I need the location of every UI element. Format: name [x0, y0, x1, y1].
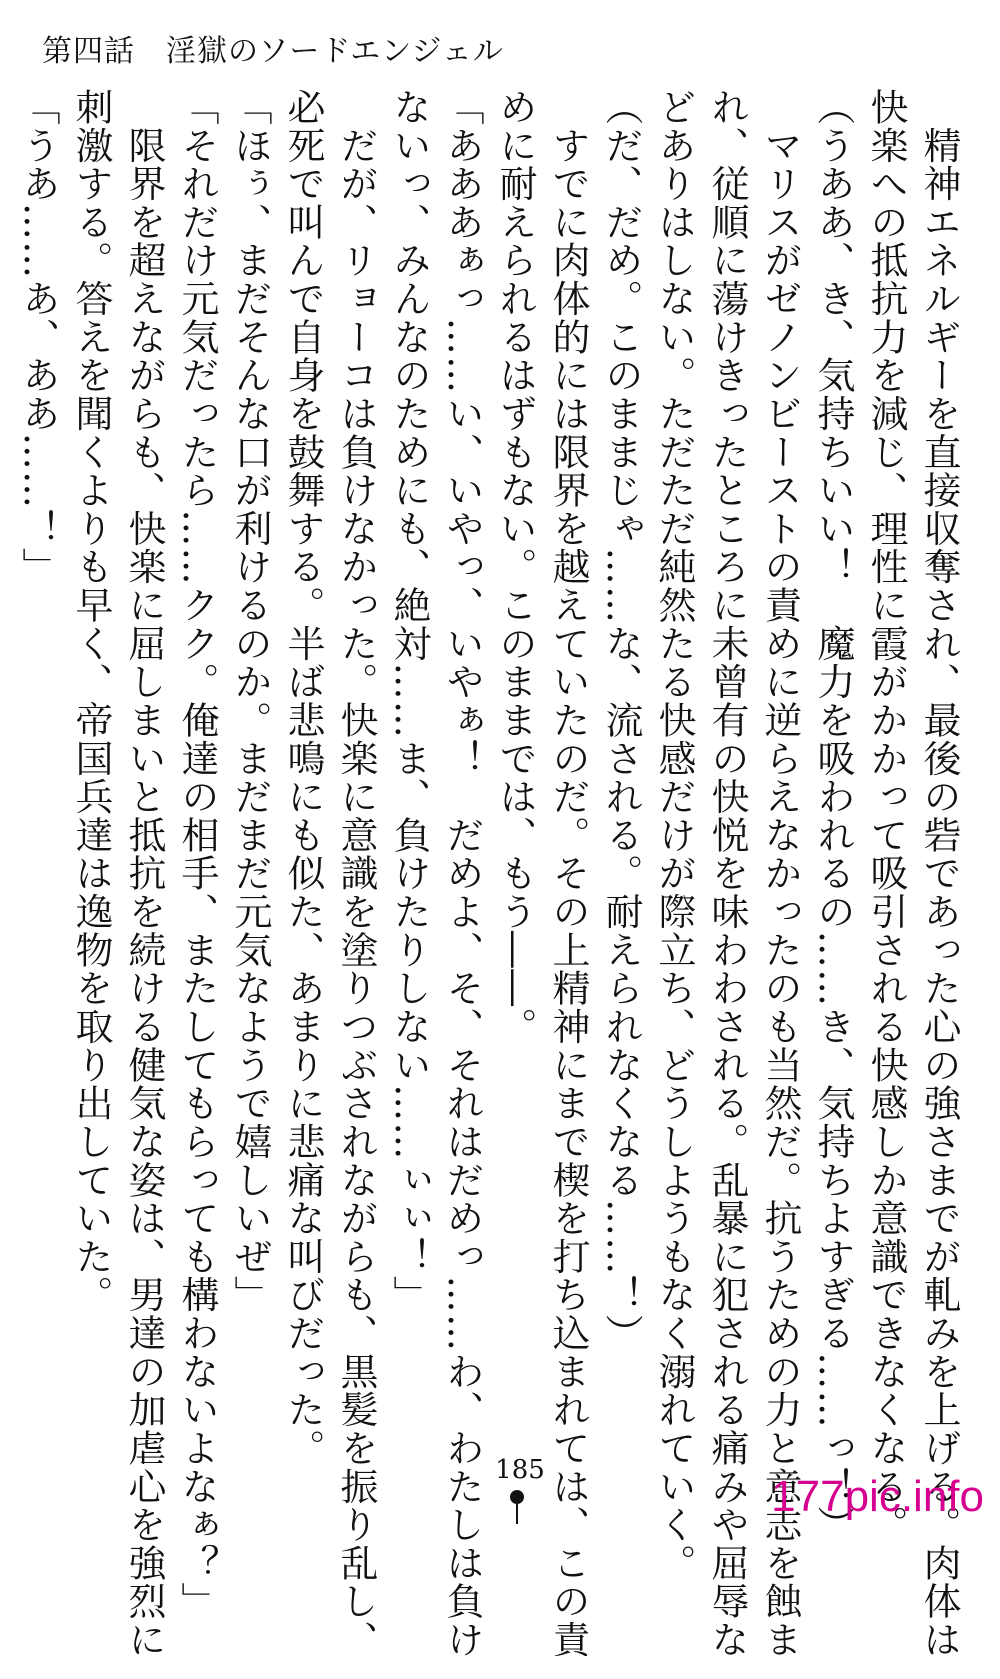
- paragraph: 「ほぅ、まだそんな口が利けるのか。まだまだ元気なようで嬉しいぜ」: [228, 88, 272, 1315]
- body-text: [16, 88, 965, 1679]
- paragraph: だが、リョーコは負けなかった。快楽に意識を塗りつぶされながらも、黒髪を振り乱し、必死で叫んで自身を鼓舞する。半ば悲鳴にも似た、あまりに悲痛な叫びだった。: [281, 88, 378, 1659]
- paragraph: （うああ、き、気持ちいい！ 魔力を吸われるの……き、気持ちよすぎる……っ！）: [811, 88, 855, 1544]
- paragraph: 「それだけ元気だったら……クク。俺達の相手、またしてもらっても構わないよなぁ？」: [175, 88, 219, 1621]
- paragraph: 「うあ……あ、ああ……！」: [16, 88, 60, 587]
- paragraph: （だ、だめ。このままじゃ……な、流される。耐えられなくなる……！）: [599, 88, 643, 1353]
- page-mark-icon: [510, 1490, 524, 1504]
- paragraph: すでに肉体的には限界を越えていたのだ。その上精神にまで楔を打ち込まれては、この責めに耐えられるはずもない。このままでは、もう――。: [493, 88, 590, 1659]
- paragraph: 限界を超えながらも、快楽に屈しまいと抵抗を続ける健気な姿は、男達の加虐心を強烈に刺激する。答えを聞くよりも早く、帝国兵達は逸物を取り出していた。: [69, 88, 166, 1659]
- paragraph: 「あああぁっ……い、いやっ、いやぁ！ だめよ、そ、それはだめっ……わ、わたしは負けないっ、みんなのためにも、絶対……ま、負けたりしない……ぃぃ！」: [387, 88, 484, 1659]
- paragraph: マリスがゼノンビーストの責めに逆らえなかったのも当然だ。抗うための力と意志を蝕まれ、従順に蕩けきったところに未曾有の快悦を味わわされる。乱暴に犯される痛みや屈辱などありはしない。ただただ純然たる快感だけが際立ち、どうしようもなく溺れていく。: [652, 88, 802, 1659]
- page-number: 185: [495, 1455, 545, 1485]
- watermark: 177pic.info: [771, 1472, 984, 1521]
- chapter-title: 第四話 淫獄のソードエンジェル: [42, 34, 504, 69]
- paragraph: 精神エネルギーを直接収奪され、最後の砦であった心の強さまでが軋みを上げる。肉体は快楽への抵抗力を減じ、理性に霞がかかって吸引される快感しか意識できなくなる。: [864, 88, 961, 1659]
- page-mark-stem: [516, 1504, 518, 1524]
